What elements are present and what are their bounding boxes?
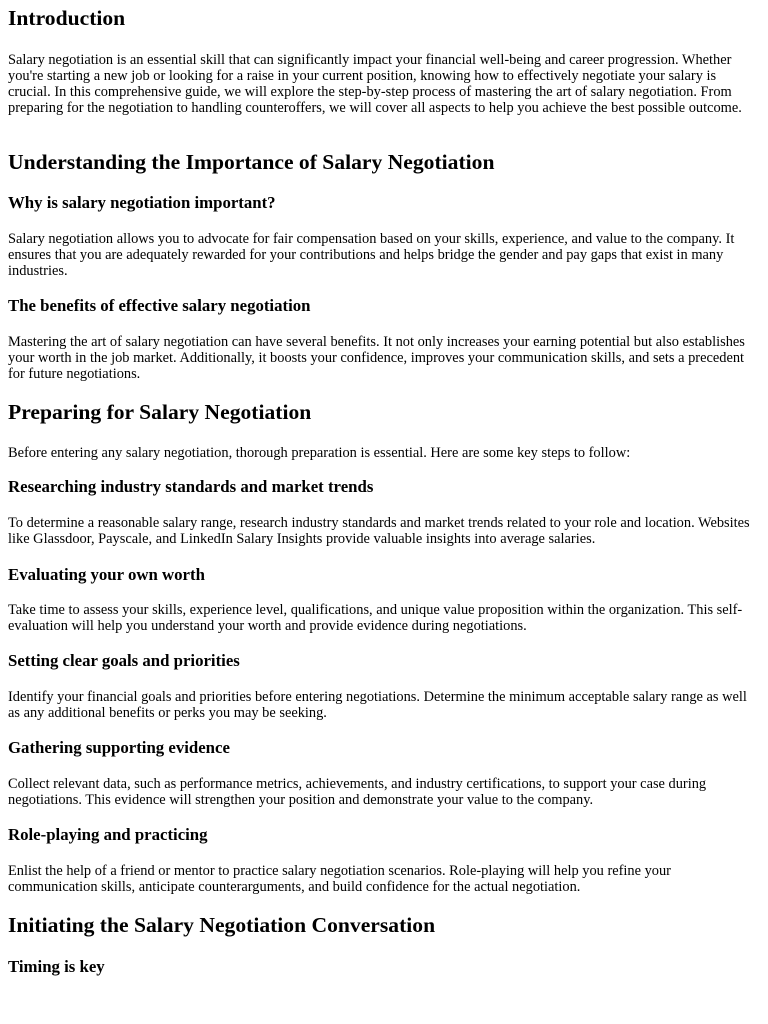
paragraph-benefits: Mastering the art of salary negotiation can have several benefits. It not only increases your earning potential but also establishes your worth in the job market. Additionally, it boosts your confidence, improves your communication skills, and sets a precedent for future negotiations.	[8, 334, 745, 382]
paragraph-why-important: Salary negotiation allows you to advocate for fair compensation based on your skills, experience, and value to the company. It ensures that you are adequately rewarded for your contributions and helps bridge the gender and pay gaps that exist in many industries.	[8, 231, 735, 279]
subheading-timing: Timing is key	[8, 957, 105, 976]
section-heading-initiating: Initiating the Salary Negotiation Conversation	[8, 913, 436, 937]
paragraph-evaluating: Take time to assess your skills, experience level, qualifications, and unique value proposition within the organization. This self-evaluation will help you understand your worth and provide evidence during negotiations.	[8, 602, 743, 634]
paragraph-researching: To determine a reasonable salary range, research industry standards and market trends related to your role and location. Websites like Glassdoor, Payscale, and LinkedIn Salary Insights provide valuable insights into average salaries.	[8, 515, 750, 547]
section-heading-preparing: Preparing for Salary Negotiation	[8, 400, 312, 424]
paragraph-goals: Identify your financial goals and priorities before entering negotiations. Determine the minimum acceptable salary range as well as any additional benefits or perks you may be seeking.	[8, 689, 747, 721]
subheading-why-important: Why is salary negotiation important?	[8, 193, 276, 212]
section-heading-importance: Understanding the Importance of Salary Negotiation	[8, 150, 495, 174]
paragraph-evidence: Collect relevant data, such as performance metrics, achievements, and industry certifications, to support your case during negotiations. This evidence will strengthen your position and demonstrate your value to the company.	[8, 776, 707, 808]
subheading-evidence: Gathering supporting evidence	[8, 738, 230, 757]
subheading-role-playing: Role-playing and practicing	[8, 825, 208, 844]
subheading-researching: Researching industry standards and market trends	[8, 477, 374, 496]
paragraph-preparing-intro: Before entering any salary negotiation, thorough preparation is essential. Here are some key steps to follow:	[8, 445, 631, 461]
paragraph-role-playing: Enlist the help of a friend or mentor to practice salary negotiation scenarios. Role-playing will help you refine your communication skills, anticipate counterarguments, and build confidence for the actual negotiation.	[8, 863, 671, 895]
subheading-benefits: The benefits of effective salary negotiation	[8, 296, 311, 315]
subheading-goals: Setting clear goals and priorities	[8, 651, 240, 670]
subheading-evaluating: Evaluating your own worth	[8, 565, 205, 584]
section-heading-introduction: Introduction	[8, 6, 126, 30]
paragraph-introduction: Salary negotiation is an essential skill that can significantly impact your financial well-being and career progression. Whether you're starting a new job or looking for a raise in your current position, knowing how to effectively negotiate your salary is crucial. In this comprehensive guide, we will explore the step-by-step process of mastering the art of salary negotiation. From preparing for the negotiation to handling counteroffers, we will cover all aspects to help you achieve the best possible outcome.	[8, 52, 742, 116]
